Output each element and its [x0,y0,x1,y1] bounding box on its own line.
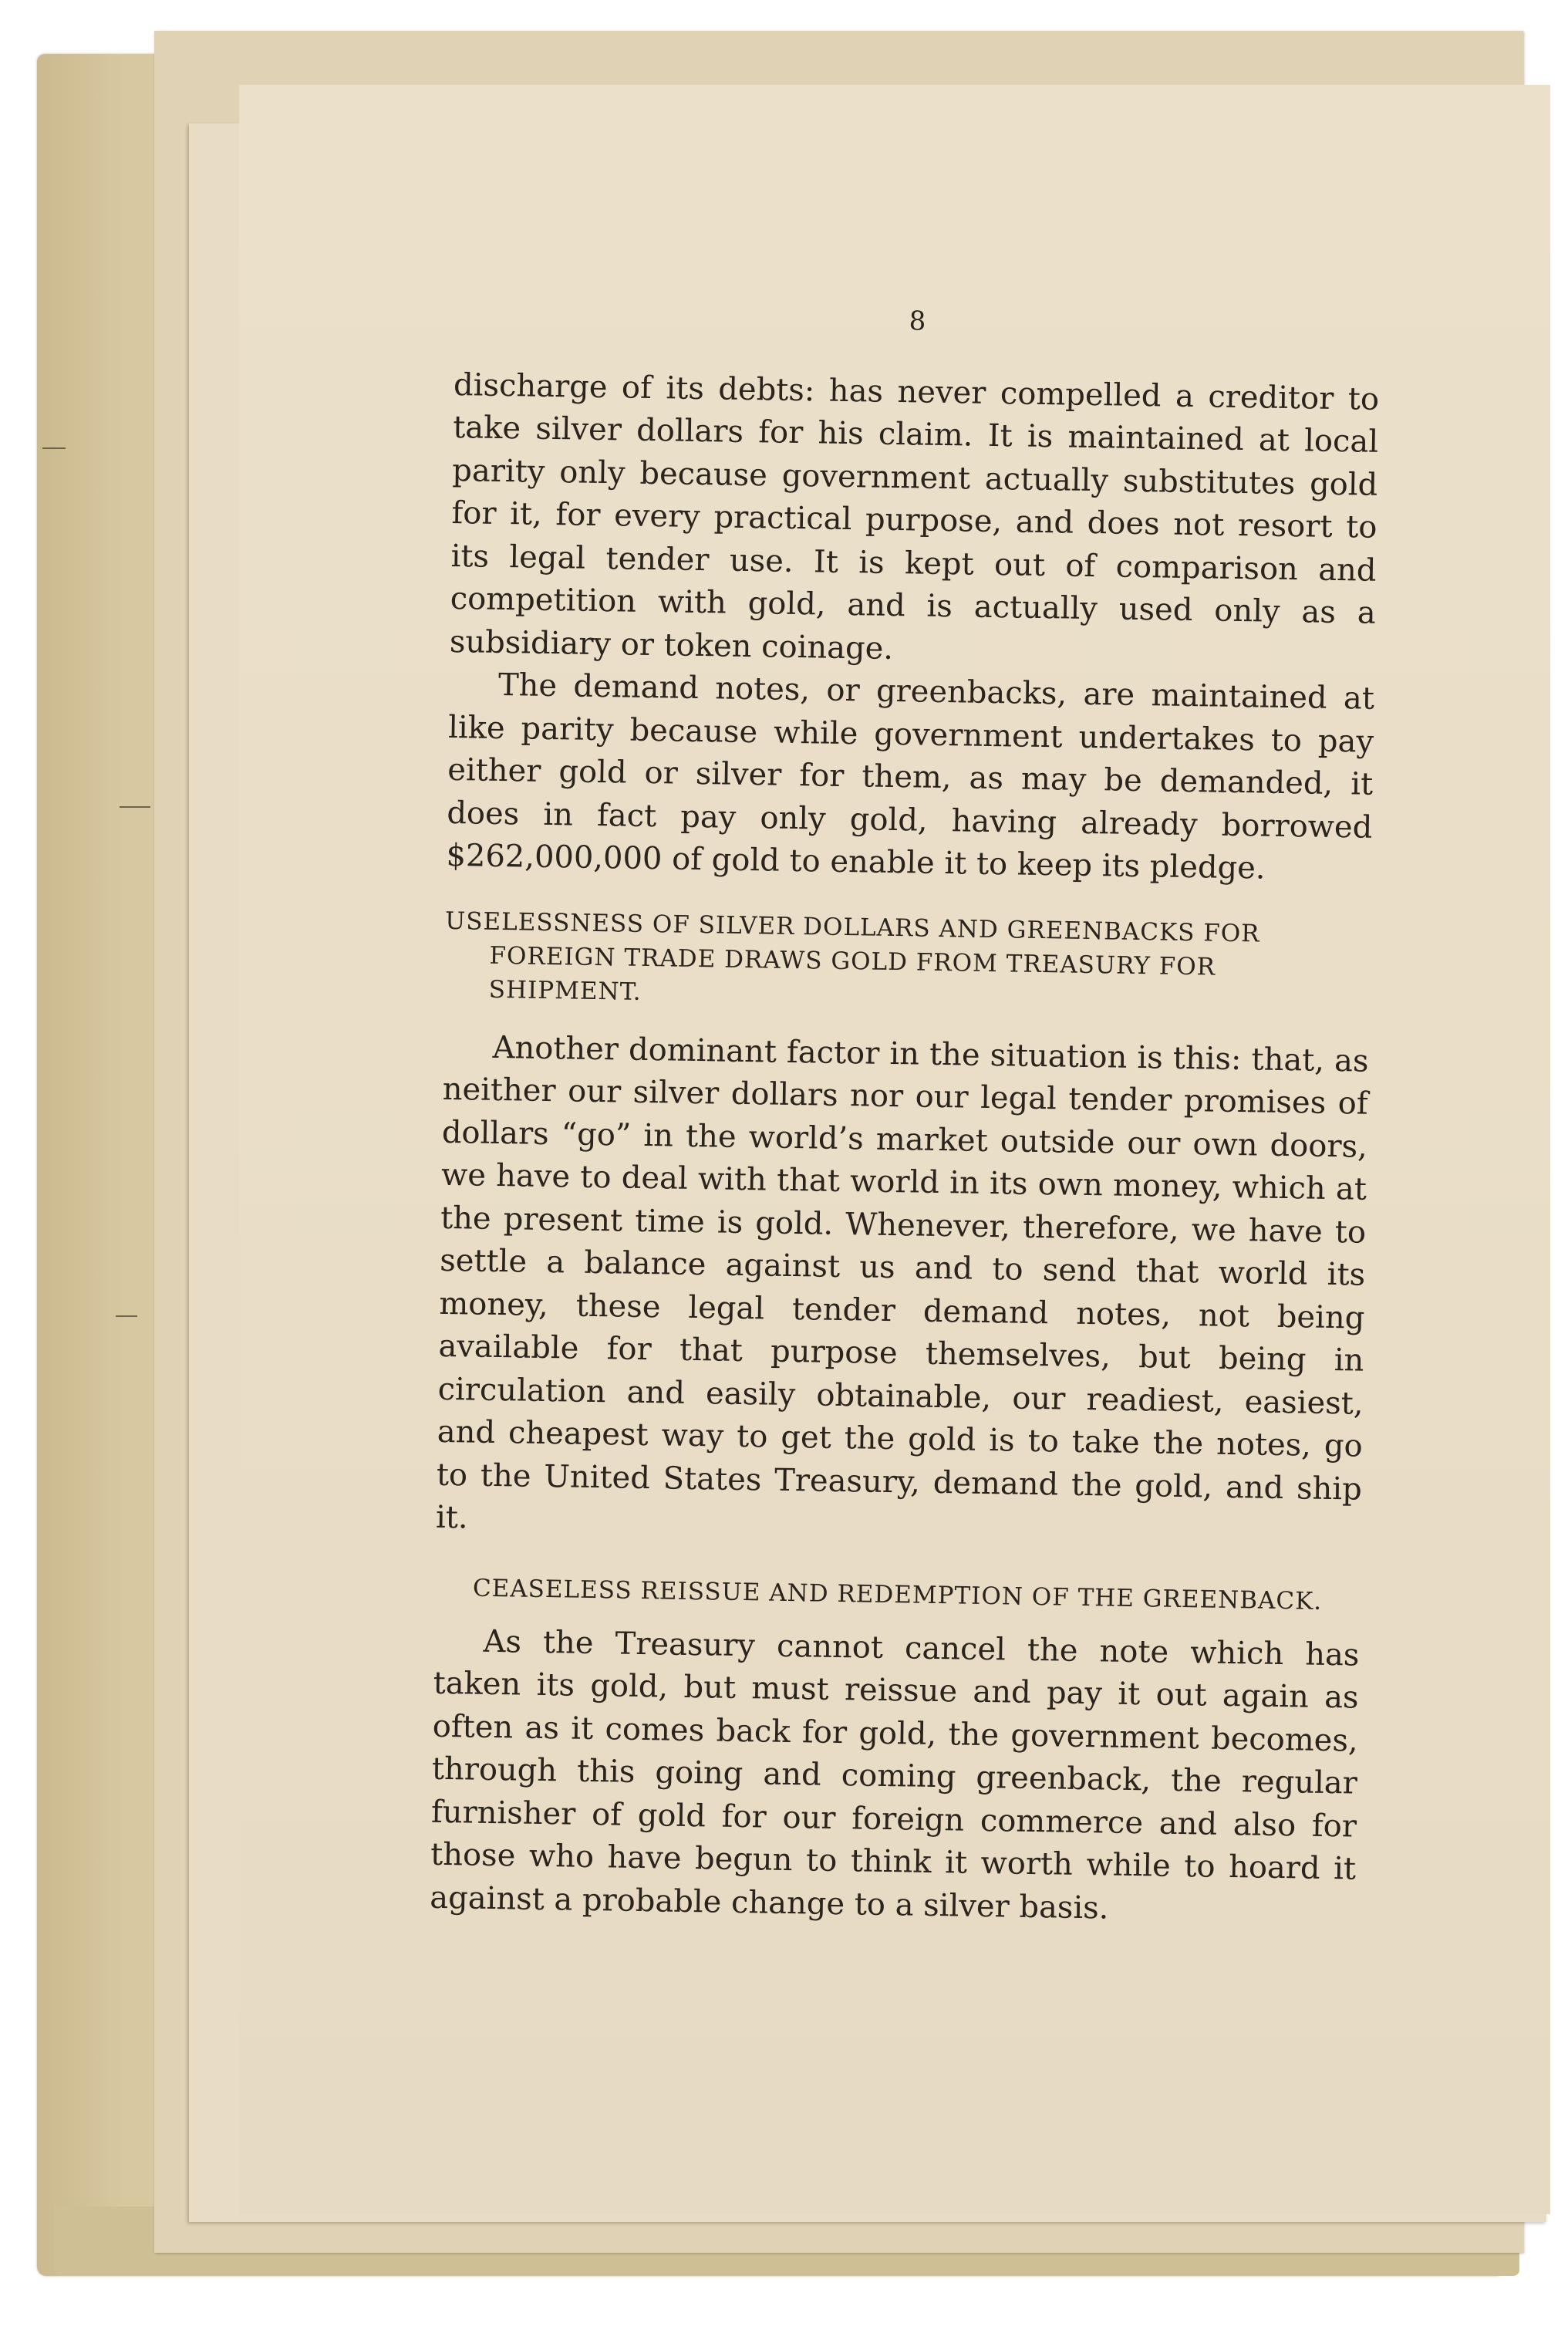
edge-mark [116,1315,137,1317]
paragraph: As the Treasury cannot cancel the note which has taken its gold, but must reissue and pay it out again as often as it comes back for gold, the government becomes, through this going and coming greenback, the regular furnisher of gold for our foreign commerce and also for those who have begun to think it worth while to hoard it against a probable change to a silver basis. [429,1623,1360,1926]
edge-mark [120,806,150,808]
page-text [430,293,1381,1934]
paragraph: discharge of its debts: has never compelled a creditor to take silver dollars for his claim. It is maintained at local parity only because government actually substitutes gold for it, for every practical purpose, and does not resort to its legal tender use. It is kept out of comparison and competition with gold, and is actually used only as a subsidiary or token coinage. [449,366,1380,667]
section-heading: CEASELESS REISSUE AND REDEMPTION OF THE GREENBACK. [472,1574,1323,1616]
page-number: 8 [909,306,926,337]
section-heading: USELESSNESS OF SILVER DOLLARS AND GREENBACKS FOR FOREIGN TRADE DRAWS GOLD FROM TREASURY FOR SHIPMENT. [444,907,1260,1006]
paragraph: The demand notes, or greenbacks, are maintained at like parity because while government undertakes to pay either gold or silver for them, as may be demanded, it does in fact pay only gold, having already borrowed $262,000,000 of gold to enable it to keep its pledge. [446,667,1375,886]
paragraph: Another dominant factor in the situation is this: that, as neither our silver dollars nor our legal tender promises of dollars “go” in the world’s market outside our own doors, we have to deal with that world in its own money, which at the present time is gold. Whenever, therefore, we have to settle a balance against us and to send that world its money, these legal tender demand notes, not being available for that purpose themselves, but being in circulation and easily obtainable, our readiest, easiest, and cheapest way to get the gold is to take the notes, go to the United States Treasury, demand the gold, and ship it. [435,1029,1369,1536]
edge-mark [42,447,66,449]
